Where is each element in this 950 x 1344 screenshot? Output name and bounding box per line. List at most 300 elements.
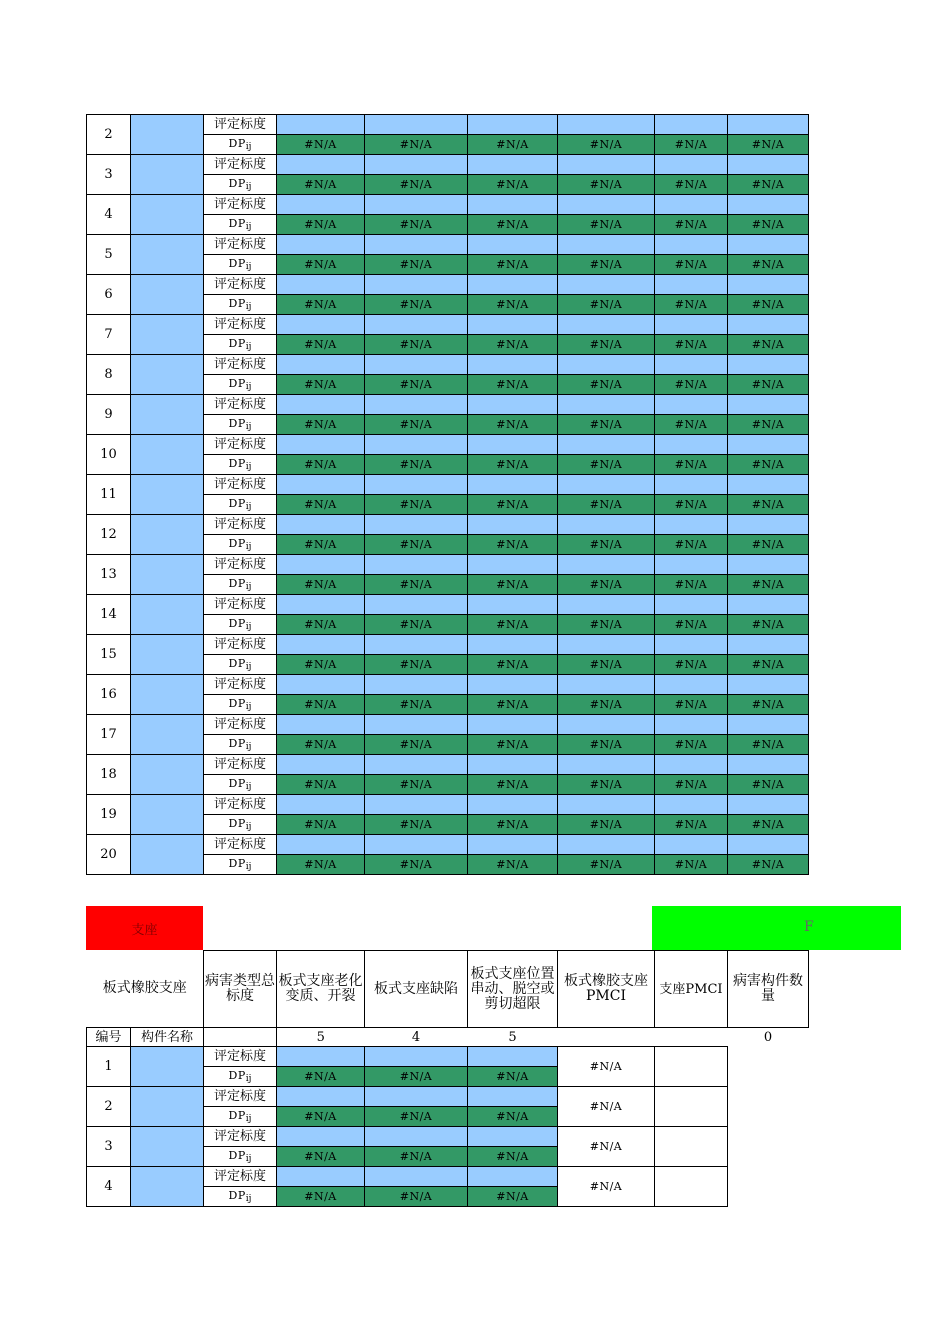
dp-subscript: ij xyxy=(245,1074,252,1084)
col-shift: 板式支座位置串动、脱空或剪切超限 xyxy=(468,951,558,1028)
na-cell: #N/A xyxy=(655,495,728,515)
input-cell[interactable] xyxy=(728,555,809,575)
input-cell[interactable] xyxy=(728,635,809,655)
input-cell[interactable] xyxy=(365,595,468,615)
input-cell[interactable] xyxy=(468,195,558,215)
input-cell[interactable] xyxy=(277,155,365,175)
na-cell: #N/A xyxy=(728,135,809,155)
input-cell[interactable] xyxy=(468,395,558,415)
na-cell: #N/A xyxy=(558,735,655,755)
na-cell: #N/A xyxy=(365,455,468,475)
na-cell: #N/A xyxy=(728,335,809,355)
component-name-cell[interactable] xyxy=(131,315,204,355)
na-cell: #N/A xyxy=(277,1187,365,1207)
na-cell: #N/A xyxy=(655,535,728,555)
input-cell[interactable] xyxy=(655,475,728,495)
dp-label xyxy=(204,1107,277,1127)
input-cell[interactable] xyxy=(277,835,365,855)
input-cell[interactable] xyxy=(558,195,655,215)
component-name-cell[interactable] xyxy=(131,1127,204,1167)
input-cell[interactable] xyxy=(558,115,655,135)
input-cell[interactable] xyxy=(277,555,365,575)
na-cell: #N/A xyxy=(468,455,558,475)
rating-label: 评定标度 xyxy=(204,1047,277,1067)
input-cell[interactable] xyxy=(468,635,558,655)
table-row xyxy=(87,1167,809,1187)
na-cell: #N/A xyxy=(468,695,558,715)
input-cell[interactable] xyxy=(468,715,558,735)
na-cell: #N/A xyxy=(277,135,365,155)
input-cell[interactable] xyxy=(468,1167,558,1187)
na-cell: #N/A xyxy=(468,1107,558,1127)
rating-label: 评定标度 xyxy=(204,195,277,215)
pmci-rubber-value: #N/A xyxy=(558,1047,655,1087)
input-cell[interactable] xyxy=(365,835,468,855)
input-cell[interactable] xyxy=(655,715,728,735)
input-cell[interactable] xyxy=(558,675,655,695)
rating-label: 评定标度 xyxy=(204,555,277,575)
na-cell: #N/A xyxy=(728,815,809,835)
dp-subscript: ij xyxy=(245,462,252,472)
dp-subscript: ij xyxy=(245,382,252,392)
na-cell: #N/A xyxy=(468,295,558,315)
na-cell: #N/A xyxy=(728,855,809,875)
dp-label xyxy=(204,495,277,515)
input-cell[interactable] xyxy=(728,275,809,295)
input-cell[interactable] xyxy=(277,675,365,695)
component-name-cell[interactable] xyxy=(131,395,204,435)
input-cell[interactable] xyxy=(277,1167,365,1187)
na-cell: #N/A xyxy=(655,135,728,155)
component-name-cell[interactable] xyxy=(131,1047,204,1087)
na-cell: #N/A xyxy=(365,1187,468,1207)
pmci-rubber-value: #N/A xyxy=(558,1167,655,1207)
component-name-cell[interactable] xyxy=(131,635,204,675)
input-cell[interactable] xyxy=(277,755,365,775)
na-cell: #N/A xyxy=(558,575,655,595)
input-cell[interactable] xyxy=(558,235,655,255)
input-cell[interactable] xyxy=(728,435,809,455)
dp-text: DP xyxy=(228,137,246,150)
na-cell: #N/A xyxy=(655,575,728,595)
na-cell: #N/A xyxy=(655,335,728,355)
input-cell[interactable] xyxy=(277,275,365,295)
na-cell: #N/A xyxy=(277,215,365,235)
dp-label xyxy=(204,1147,277,1167)
dp-text: DP xyxy=(228,457,246,470)
na-cell: #N/A xyxy=(728,255,809,275)
table-row xyxy=(87,1047,809,1067)
input-cell[interactable] xyxy=(277,355,365,375)
input-cell[interactable] xyxy=(558,755,655,775)
input-cell[interactable] xyxy=(728,835,809,855)
input-cell[interactable] xyxy=(468,155,558,175)
na-cell: #N/A xyxy=(655,375,728,395)
input-cell[interactable] xyxy=(365,1047,468,1067)
input-cell[interactable] xyxy=(365,515,468,535)
table-row xyxy=(87,835,809,855)
input-cell[interactable] xyxy=(558,475,655,495)
row-number: 10 xyxy=(87,435,131,475)
dp-subscript: ij xyxy=(245,862,252,872)
input-cell[interactable] xyxy=(558,595,655,615)
na-cell: #N/A xyxy=(468,1067,558,1087)
input-cell[interactable] xyxy=(558,835,655,855)
na-cell: #N/A xyxy=(365,1067,468,1087)
input-cell[interactable] xyxy=(277,635,365,655)
input-cell[interactable] xyxy=(655,275,728,295)
input-cell[interactable] xyxy=(365,195,468,215)
input-cell[interactable] xyxy=(558,795,655,815)
rating-label: 评定标度 xyxy=(204,155,277,175)
dp-text: DP xyxy=(228,1189,246,1202)
input-cell[interactable] xyxy=(468,595,558,615)
input-cell[interactable] xyxy=(728,515,809,535)
input-cell[interactable] xyxy=(468,475,558,495)
component-name-cell[interactable] xyxy=(131,355,204,395)
dp-text: DP xyxy=(228,217,246,230)
dp-text: DP xyxy=(228,657,246,670)
row-number: 8 xyxy=(87,355,131,395)
dp-subscript: ij xyxy=(245,502,252,512)
dp-label xyxy=(204,695,277,715)
input-cell[interactable] xyxy=(728,115,809,135)
na-cell: #N/A xyxy=(277,175,365,195)
row-number: 2 xyxy=(87,1087,131,1127)
input-cell[interactable] xyxy=(468,755,558,775)
input-cell[interactable] xyxy=(655,235,728,255)
component-name-cell[interactable] xyxy=(131,835,204,875)
input-cell[interactable] xyxy=(558,555,655,575)
dp-subscript: ij xyxy=(245,1114,252,1124)
component-name-cell[interactable] xyxy=(131,115,204,155)
input-cell[interactable] xyxy=(728,195,809,215)
dp-label xyxy=(204,575,277,595)
na-cell: #N/A xyxy=(558,175,655,195)
na-cell: #N/A xyxy=(468,495,558,515)
input-cell[interactable] xyxy=(728,155,809,175)
input-cell[interactable] xyxy=(365,275,468,295)
input-cell[interactable] xyxy=(558,635,655,655)
na-cell: #N/A xyxy=(655,855,728,875)
na-cell: #N/A xyxy=(468,1147,558,1167)
na-cell: #N/A xyxy=(655,295,728,315)
dp-subscript: ij xyxy=(245,662,252,672)
input-cell[interactable] xyxy=(655,435,728,455)
input-cell[interactable] xyxy=(728,315,809,335)
dp-text: DP xyxy=(228,257,246,270)
input-cell[interactable] xyxy=(468,435,558,455)
input-cell[interactable] xyxy=(468,1087,558,1107)
input-cell[interactable] xyxy=(558,515,655,535)
input-cell[interactable] xyxy=(468,795,558,815)
component-name-cell[interactable] xyxy=(131,155,204,195)
input-cell[interactable] xyxy=(655,315,728,335)
input-cell[interactable] xyxy=(277,315,365,335)
input-cell[interactable] xyxy=(365,435,468,455)
input-cell[interactable] xyxy=(468,355,558,375)
input-cell[interactable] xyxy=(277,1087,365,1107)
input-cell[interactable] xyxy=(365,1127,468,1147)
na-cell: #N/A xyxy=(277,655,365,675)
dp-subscript: ij xyxy=(245,622,252,632)
input-cell[interactable] xyxy=(468,675,558,695)
na-cell: #N/A xyxy=(365,535,468,555)
rating-label: 评定标度 xyxy=(204,1167,277,1187)
component-name-cell[interactable] xyxy=(131,275,204,315)
input-cell[interactable] xyxy=(365,675,468,695)
na-cell: #N/A xyxy=(277,415,365,435)
input-cell[interactable] xyxy=(655,795,728,815)
input-cell[interactable] xyxy=(365,1167,468,1187)
input-cell[interactable] xyxy=(728,595,809,615)
dp-subscript: ij xyxy=(245,582,252,592)
na-cell: #N/A xyxy=(655,655,728,675)
row-number: 7 xyxy=(87,315,131,355)
input-cell[interactable] xyxy=(365,715,468,735)
input-cell[interactable] xyxy=(655,555,728,575)
na-cell: #N/A xyxy=(277,1067,365,1087)
dp-label xyxy=(204,415,277,435)
component-name-cell[interactable] xyxy=(131,1087,204,1127)
input-cell[interactable] xyxy=(558,315,655,335)
col-defect: 板式支座缺陷 xyxy=(365,951,468,1028)
table-row xyxy=(87,195,809,215)
dp-subscript: ij xyxy=(245,182,252,192)
input-cell[interactable] xyxy=(468,515,558,535)
table-row xyxy=(87,515,809,535)
input-cell[interactable] xyxy=(365,475,468,495)
na-cell: #N/A xyxy=(558,455,655,475)
na-cell: #N/A xyxy=(365,575,468,595)
na-cell: #N/A xyxy=(558,295,655,315)
input-cell[interactable] xyxy=(277,115,365,135)
scale-shift: 5 xyxy=(508,1029,517,1045)
input-cell[interactable] xyxy=(655,835,728,855)
input-cell[interactable] xyxy=(468,235,558,255)
input-cell[interactable] xyxy=(277,475,365,495)
input-cell[interactable] xyxy=(655,395,728,415)
dp-subscript: ij xyxy=(245,422,252,432)
na-cell: #N/A xyxy=(558,815,655,835)
na-cell: #N/A xyxy=(277,855,365,875)
input-cell[interactable] xyxy=(277,195,365,215)
input-cell[interactable] xyxy=(468,1127,558,1147)
component-name-cell[interactable] xyxy=(131,475,204,515)
input-cell[interactable] xyxy=(558,395,655,415)
input-cell[interactable] xyxy=(277,715,365,735)
dp-label xyxy=(204,135,277,155)
input-cell[interactable] xyxy=(468,275,558,295)
input-cell[interactable] xyxy=(365,795,468,815)
component-name-cell[interactable] xyxy=(131,555,204,595)
label-id: 编号 xyxy=(87,1028,131,1047)
input-cell[interactable] xyxy=(728,355,809,375)
input-cell[interactable] xyxy=(655,675,728,695)
component-name-cell[interactable] xyxy=(131,595,204,635)
input-cell[interactable] xyxy=(277,435,365,455)
na-cell: #N/A xyxy=(728,455,809,475)
input-cell[interactable] xyxy=(728,715,809,735)
component-name-cell[interactable] xyxy=(131,235,204,275)
row-number: 4 xyxy=(87,195,131,235)
input-cell[interactable] xyxy=(558,275,655,295)
dp-subscript: ij xyxy=(245,702,252,712)
table-row xyxy=(87,1087,809,1107)
row-number: 5 xyxy=(87,235,131,275)
pmci-rubber-value: #N/A xyxy=(558,1127,655,1167)
col-count: 病害构件数量 xyxy=(728,951,809,1028)
table-row xyxy=(87,675,809,695)
input-cell[interactable] xyxy=(655,595,728,615)
input-cell[interactable] xyxy=(468,1047,558,1067)
table-row xyxy=(87,395,809,415)
na-cell: #N/A xyxy=(365,855,468,875)
input-cell[interactable] xyxy=(728,475,809,495)
pmci-value xyxy=(655,1127,728,1167)
dp-label xyxy=(204,175,277,195)
na-cell: #N/A xyxy=(277,255,365,275)
row-number: 3 xyxy=(87,155,131,195)
na-cell: #N/A xyxy=(558,695,655,715)
col-pmci: 支座PMCI xyxy=(655,951,728,1028)
input-cell[interactable] xyxy=(728,395,809,415)
na-cell: #N/A xyxy=(728,575,809,595)
rating-label: 评定标度 xyxy=(204,675,277,695)
dp-text: DP xyxy=(228,697,246,710)
input-cell[interactable] xyxy=(655,195,728,215)
table-row xyxy=(87,115,809,135)
dp-label xyxy=(204,1067,277,1087)
rating-label: 评定标度 xyxy=(204,275,277,295)
input-cell[interactable] xyxy=(365,755,468,775)
na-cell: #N/A xyxy=(277,615,365,635)
input-cell[interactable] xyxy=(365,235,468,255)
na-cell: #N/A xyxy=(468,175,558,195)
scale-aging: 5 xyxy=(316,1029,325,1045)
input-cell[interactable] xyxy=(655,155,728,175)
dp-label xyxy=(204,335,277,355)
na-cell: #N/A xyxy=(728,695,809,715)
input-cell[interactable] xyxy=(655,515,728,535)
table-row xyxy=(87,275,809,295)
component-name-cell[interactable] xyxy=(131,1167,204,1207)
dp-subscript: ij xyxy=(245,142,252,152)
input-cell[interactable] xyxy=(277,515,365,535)
input-cell[interactable] xyxy=(277,1127,365,1147)
component-name-cell[interactable] xyxy=(131,435,204,475)
component-name-cell[interactable] xyxy=(131,795,204,835)
na-cell: #N/A xyxy=(728,215,809,235)
row-number: 12 xyxy=(87,515,131,555)
input-cell[interactable] xyxy=(277,395,365,415)
component-name-cell[interactable] xyxy=(131,675,204,715)
dp-text: DP xyxy=(228,1149,246,1162)
input-cell[interactable] xyxy=(655,755,728,775)
na-cell: #N/A xyxy=(558,135,655,155)
na-cell: #N/A xyxy=(277,695,365,715)
input-cell[interactable] xyxy=(468,835,558,855)
input-cell[interactable] xyxy=(468,555,558,575)
dp-text: DP xyxy=(228,337,246,350)
component-name-cell[interactable] xyxy=(131,515,204,555)
dp-text: DP xyxy=(228,417,246,430)
row-number: 17 xyxy=(87,715,131,755)
rating-label: 评定标度 xyxy=(204,715,277,735)
input-cell[interactable] xyxy=(365,635,468,655)
table-row xyxy=(87,235,809,255)
dp-text: DP xyxy=(228,497,246,510)
input-cell[interactable] xyxy=(365,395,468,415)
na-cell: #N/A xyxy=(728,735,809,755)
input-cell[interactable] xyxy=(558,355,655,375)
na-cell: #N/A xyxy=(728,375,809,395)
input-cell[interactable] xyxy=(728,675,809,695)
input-cell[interactable] xyxy=(365,555,468,575)
dp-label xyxy=(204,615,277,635)
pmci-value xyxy=(655,1167,728,1207)
component-name-cell[interactable] xyxy=(131,715,204,755)
dp-subscript: ij xyxy=(245,1154,252,1164)
table-row xyxy=(87,315,809,335)
dp-label xyxy=(204,255,277,275)
input-cell[interactable] xyxy=(728,795,809,815)
dp-label xyxy=(204,535,277,555)
input-cell[interactable] xyxy=(468,315,558,335)
input-cell[interactable] xyxy=(468,115,558,135)
na-cell: #N/A xyxy=(468,415,558,435)
component-name-cell[interactable] xyxy=(131,755,204,795)
input-cell[interactable] xyxy=(365,115,468,135)
na-cell: #N/A xyxy=(277,575,365,595)
input-cell[interactable] xyxy=(277,595,365,615)
input-cell[interactable] xyxy=(728,755,809,775)
na-cell: #N/A xyxy=(558,615,655,635)
na-cell: #N/A xyxy=(558,775,655,795)
na-cell: #N/A xyxy=(468,1187,558,1207)
input-cell[interactable] xyxy=(365,315,468,335)
input-cell[interactable] xyxy=(365,355,468,375)
input-cell[interactable] xyxy=(558,155,655,175)
dp-label xyxy=(204,455,277,475)
component-name-cell[interactable] xyxy=(131,195,204,235)
na-cell: #N/A xyxy=(365,1107,468,1127)
na-cell: #N/A xyxy=(468,775,558,795)
na-cell: #N/A xyxy=(277,375,365,395)
input-cell[interactable] xyxy=(728,235,809,255)
input-cell[interactable] xyxy=(365,1087,468,1107)
na-cell: #N/A xyxy=(728,495,809,515)
input-cell[interactable] xyxy=(277,1047,365,1067)
rating-label: 评定标度 xyxy=(204,755,277,775)
input-cell[interactable] xyxy=(655,115,728,135)
section-bar-red xyxy=(86,906,203,950)
na-cell: #N/A xyxy=(558,255,655,275)
row-number: 6 xyxy=(87,275,131,315)
input-cell[interactable] xyxy=(277,795,365,815)
input-cell[interactable] xyxy=(655,355,728,375)
input-cell[interactable] xyxy=(277,235,365,255)
input-cell[interactable] xyxy=(365,155,468,175)
table-row xyxy=(87,795,809,815)
rating-label: 评定标度 xyxy=(204,115,277,135)
input-cell[interactable] xyxy=(558,715,655,735)
na-cell: #N/A xyxy=(728,295,809,315)
input-cell[interactable] xyxy=(655,635,728,655)
input-cell[interactable] xyxy=(558,435,655,455)
dp-subscript: ij xyxy=(245,822,252,832)
pmci-rubber-value: #N/A xyxy=(558,1087,655,1127)
